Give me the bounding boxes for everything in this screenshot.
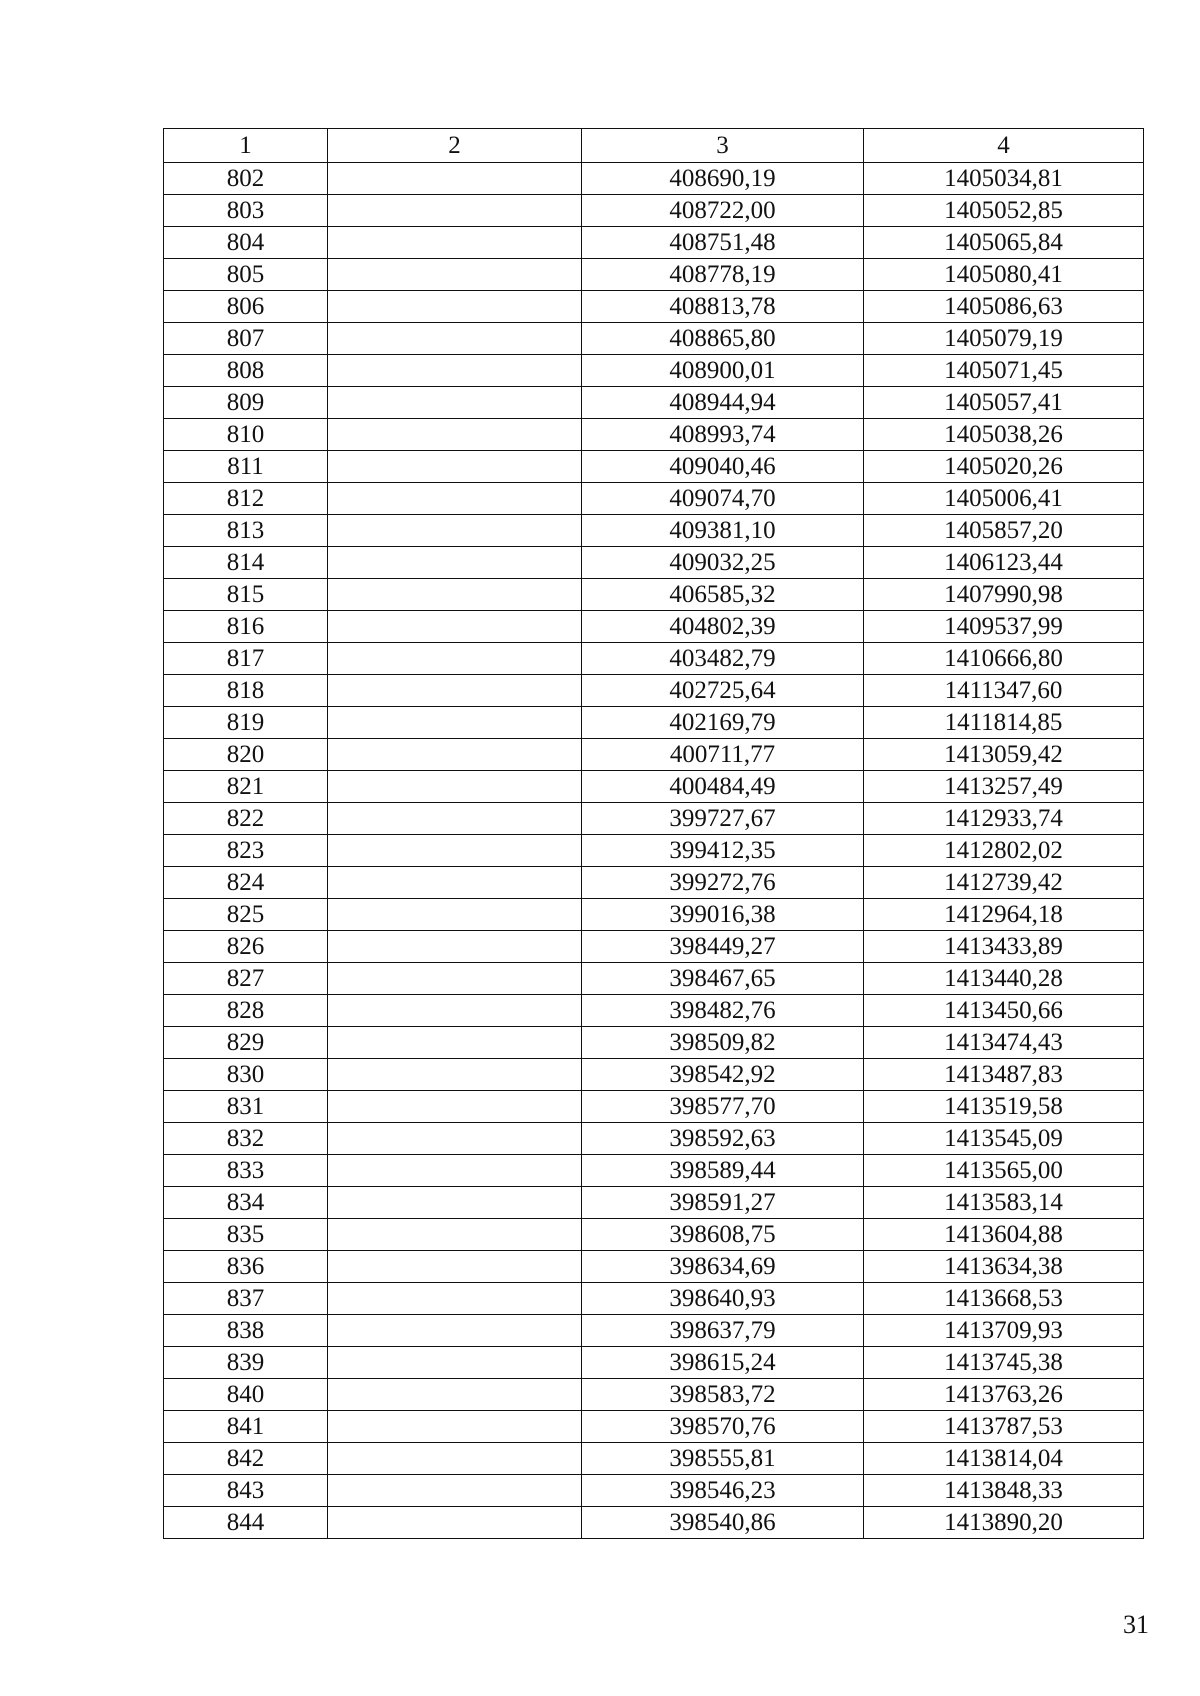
x-coordinate-cell: 399016,38 [582, 899, 864, 931]
point-number-cell: 833 [164, 1155, 328, 1187]
x-coordinate-cell: 409040,46 [582, 451, 864, 483]
point-number-cell: 827 [164, 963, 328, 995]
point-number-cell: 815 [164, 579, 328, 611]
table-row [164, 1507, 1144, 1539]
x-coordinate-cell: 398615,24 [582, 1347, 864, 1379]
column-2-cell [328, 451, 582, 483]
x-coordinate-cell: 398542,92 [582, 1059, 864, 1091]
table-row [164, 867, 1144, 899]
point-number-cell: 825 [164, 899, 328, 931]
y-coordinate-cell: 1413450,66 [864, 995, 1144, 1027]
table-row [164, 451, 1144, 483]
y-coordinate-cell: 1405071,45 [864, 355, 1144, 387]
column-2-cell [328, 1411, 582, 1443]
table-row [164, 259, 1144, 291]
x-coordinate-cell: 408993,74 [582, 419, 864, 451]
x-coordinate-cell: 399272,76 [582, 867, 864, 899]
x-coordinate-cell: 400484,49 [582, 771, 864, 803]
point-number-cell: 843 [164, 1475, 328, 1507]
point-number-cell: 832 [164, 1123, 328, 1155]
point-number-cell: 814 [164, 547, 328, 579]
x-coordinate-cell: 398640,93 [582, 1283, 864, 1315]
column-2-cell [328, 707, 582, 739]
y-coordinate-cell: 1412933,74 [864, 803, 1144, 835]
table-row [164, 1219, 1144, 1251]
table-body [164, 163, 1144, 1539]
point-number-cell: 808 [164, 355, 328, 387]
x-coordinate-cell: 398589,44 [582, 1155, 864, 1187]
column-2-cell [328, 739, 582, 771]
table-row [164, 1443, 1144, 1475]
column-2-cell [328, 963, 582, 995]
table-row [164, 227, 1144, 259]
point-number-cell: 821 [164, 771, 328, 803]
y-coordinate-cell: 1405080,41 [864, 259, 1144, 291]
column-2-cell [328, 163, 582, 195]
column-2-cell [328, 835, 582, 867]
y-coordinate-cell: 1413848,33 [864, 1475, 1144, 1507]
x-coordinate-cell: 398608,75 [582, 1219, 864, 1251]
point-number-cell: 813 [164, 515, 328, 547]
table-row [164, 739, 1144, 771]
point-number-cell: 829 [164, 1027, 328, 1059]
column-2-cell [328, 1155, 582, 1187]
y-coordinate-cell: 1410666,80 [864, 643, 1144, 675]
y-coordinate-cell: 1405086,63 [864, 291, 1144, 323]
x-coordinate-cell: 398592,63 [582, 1123, 864, 1155]
column-2-cell [328, 1443, 582, 1475]
point-number-cell: 840 [164, 1379, 328, 1411]
table-row [164, 1187, 1144, 1219]
y-coordinate-cell: 1413745,38 [864, 1347, 1144, 1379]
table-row [164, 1027, 1144, 1059]
y-coordinate-cell: 1413604,88 [864, 1219, 1144, 1251]
y-coordinate-cell: 1413565,00 [864, 1155, 1144, 1187]
column-2-cell [328, 867, 582, 899]
table-row [164, 963, 1144, 995]
table-row [164, 579, 1144, 611]
table-row [164, 1283, 1144, 1315]
x-coordinate-cell: 402725,64 [582, 675, 864, 707]
column-2-cell [328, 579, 582, 611]
y-coordinate-cell: 1413668,53 [864, 1283, 1144, 1315]
table-row [164, 1123, 1144, 1155]
column-2-cell [328, 227, 582, 259]
table-row [164, 1091, 1144, 1123]
table-row [164, 803, 1144, 835]
x-coordinate-cell: 398482,76 [582, 995, 864, 1027]
point-number-cell: 823 [164, 835, 328, 867]
column-2-cell [328, 931, 582, 963]
column-header-3: 3 [582, 129, 864, 163]
column-2-cell [328, 387, 582, 419]
table-row [164, 1379, 1144, 1411]
point-number-cell: 831 [164, 1091, 328, 1123]
y-coordinate-cell: 1413709,93 [864, 1315, 1144, 1347]
column-2-cell [328, 1219, 582, 1251]
y-coordinate-cell: 1413519,58 [864, 1091, 1144, 1123]
x-coordinate-cell: 406585,32 [582, 579, 864, 611]
x-coordinate-cell: 398509,82 [582, 1027, 864, 1059]
table-row [164, 1411, 1144, 1443]
table-row [164, 291, 1144, 323]
x-coordinate-cell: 403482,79 [582, 643, 864, 675]
y-coordinate-cell: 1405065,84 [864, 227, 1144, 259]
point-number-cell: 812 [164, 483, 328, 515]
table-row [164, 771, 1144, 803]
x-coordinate-cell: 408690,19 [582, 163, 864, 195]
column-2-cell [328, 1315, 582, 1347]
y-coordinate-cell: 1405020,26 [864, 451, 1144, 483]
column-2-cell [328, 419, 582, 451]
point-number-cell: 818 [164, 675, 328, 707]
column-2-cell [328, 675, 582, 707]
point-number-cell: 819 [164, 707, 328, 739]
column-2-cell [328, 1475, 582, 1507]
y-coordinate-cell: 1411814,85 [864, 707, 1144, 739]
y-coordinate-cell: 1412964,18 [864, 899, 1144, 931]
point-number-cell: 836 [164, 1251, 328, 1283]
column-header-1: 1 [164, 129, 328, 163]
x-coordinate-cell: 398634,69 [582, 1251, 864, 1283]
y-coordinate-cell: 1413474,43 [864, 1027, 1144, 1059]
y-coordinate-cell: 1413545,09 [864, 1123, 1144, 1155]
point-number-cell: 811 [164, 451, 328, 483]
y-coordinate-cell: 1413433,89 [864, 931, 1144, 963]
point-number-cell: 838 [164, 1315, 328, 1347]
table-row [164, 1315, 1144, 1347]
y-coordinate-cell: 1412739,42 [864, 867, 1144, 899]
column-2-cell [328, 355, 582, 387]
x-coordinate-cell: 399412,35 [582, 835, 864, 867]
y-coordinate-cell: 1413257,49 [864, 771, 1144, 803]
table-row [164, 355, 1144, 387]
x-coordinate-cell: 398583,72 [582, 1379, 864, 1411]
y-coordinate-cell: 1413059,42 [864, 739, 1144, 771]
table-header-row [164, 129, 1144, 163]
x-coordinate-cell: 408865,80 [582, 323, 864, 355]
point-number-cell: 804 [164, 227, 328, 259]
point-number-cell: 810 [164, 419, 328, 451]
point-number-cell: 842 [164, 1443, 328, 1475]
y-coordinate-cell: 1405038,26 [864, 419, 1144, 451]
column-2-cell [328, 1283, 582, 1315]
table-row [164, 483, 1144, 515]
column-2-cell [328, 1251, 582, 1283]
table-row [164, 419, 1144, 451]
column-header-2: 2 [328, 129, 582, 163]
x-coordinate-cell: 408722,00 [582, 195, 864, 227]
y-coordinate-cell: 1413583,14 [864, 1187, 1144, 1219]
column-2-cell [328, 291, 582, 323]
y-coordinate-cell: 1413787,53 [864, 1411, 1144, 1443]
x-coordinate-cell: 398570,76 [582, 1411, 864, 1443]
y-coordinate-cell: 1413890,20 [864, 1507, 1144, 1539]
point-number-cell: 806 [164, 291, 328, 323]
column-2-cell [328, 483, 582, 515]
column-2-cell [328, 1187, 582, 1219]
table-row [164, 1347, 1144, 1379]
point-number-cell: 841 [164, 1411, 328, 1443]
y-coordinate-cell: 1413487,83 [864, 1059, 1144, 1091]
point-number-cell: 828 [164, 995, 328, 1027]
y-coordinate-cell: 1413763,26 [864, 1379, 1144, 1411]
column-2-cell [328, 899, 582, 931]
point-number-cell: 839 [164, 1347, 328, 1379]
x-coordinate-cell: 398555,81 [582, 1443, 864, 1475]
y-coordinate-cell: 1405057,41 [864, 387, 1144, 419]
column-2-cell [328, 1347, 582, 1379]
table-row [164, 995, 1144, 1027]
point-number-cell: 807 [164, 323, 328, 355]
x-coordinate-cell: 399727,67 [582, 803, 864, 835]
y-coordinate-cell: 1405857,20 [864, 515, 1144, 547]
column-2-cell [328, 995, 582, 1027]
column-2-cell [328, 515, 582, 547]
point-number-cell: 844 [164, 1507, 328, 1539]
table-row [164, 163, 1144, 195]
table-row [164, 1155, 1144, 1187]
y-coordinate-cell: 1405052,85 [864, 195, 1144, 227]
x-coordinate-cell: 409032,25 [582, 547, 864, 579]
x-coordinate-cell: 408900,01 [582, 355, 864, 387]
point-number-cell: 835 [164, 1219, 328, 1251]
table-row [164, 835, 1144, 867]
point-number-cell: 830 [164, 1059, 328, 1091]
x-coordinate-cell: 398591,27 [582, 1187, 864, 1219]
column-2-cell [328, 643, 582, 675]
point-number-cell: 826 [164, 931, 328, 963]
table-row [164, 675, 1144, 707]
table-row [164, 515, 1144, 547]
coordinates-table [163, 128, 1144, 1539]
column-header-4: 4 [864, 129, 1144, 163]
x-coordinate-cell: 408944,94 [582, 387, 864, 419]
table-row [164, 899, 1144, 931]
x-coordinate-cell: 398546,23 [582, 1475, 864, 1507]
column-2-cell [328, 547, 582, 579]
table-row [164, 547, 1144, 579]
table-row [164, 707, 1144, 739]
y-coordinate-cell: 1405034,81 [864, 163, 1144, 195]
column-2-cell [328, 771, 582, 803]
point-number-cell: 820 [164, 739, 328, 771]
point-number-cell: 822 [164, 803, 328, 835]
column-2-cell [328, 1059, 582, 1091]
y-coordinate-cell: 1412802,02 [864, 835, 1144, 867]
column-2-cell [328, 1507, 582, 1539]
y-coordinate-cell: 1405006,41 [864, 483, 1144, 515]
table-row [164, 387, 1144, 419]
table-row [164, 195, 1144, 227]
column-2-cell [328, 803, 582, 835]
y-coordinate-cell: 1406123,44 [864, 547, 1144, 579]
x-coordinate-cell: 409074,70 [582, 483, 864, 515]
table-row [164, 611, 1144, 643]
column-2-cell [328, 1379, 582, 1411]
point-number-cell: 803 [164, 195, 328, 227]
y-coordinate-cell: 1405079,19 [864, 323, 1144, 355]
x-coordinate-cell: 408813,78 [582, 291, 864, 323]
table-row [164, 931, 1144, 963]
table-row [164, 323, 1144, 355]
y-coordinate-cell: 1413634,38 [864, 1251, 1144, 1283]
point-number-cell: 816 [164, 611, 328, 643]
x-coordinate-cell: 398540,86 [582, 1507, 864, 1539]
column-2-cell [328, 611, 582, 643]
point-number-cell: 837 [164, 1283, 328, 1315]
point-number-cell: 805 [164, 259, 328, 291]
x-coordinate-cell: 398467,65 [582, 963, 864, 995]
x-coordinate-cell: 398449,27 [582, 931, 864, 963]
x-coordinate-cell: 408751,48 [582, 227, 864, 259]
y-coordinate-cell: 1411347,60 [864, 675, 1144, 707]
y-coordinate-cell: 1409537,99 [864, 611, 1144, 643]
column-2-cell [328, 323, 582, 355]
column-2-cell [328, 1091, 582, 1123]
page-number: 31 [1123, 1610, 1149, 1639]
point-number-cell: 834 [164, 1187, 328, 1219]
y-coordinate-cell: 1413814,04 [864, 1443, 1144, 1475]
table-row [164, 1251, 1144, 1283]
point-number-cell: 809 [164, 387, 328, 419]
point-number-cell: 824 [164, 867, 328, 899]
point-number-cell: 817 [164, 643, 328, 675]
column-2-cell [328, 259, 582, 291]
y-coordinate-cell: 1413440,28 [864, 963, 1144, 995]
table-row [164, 1059, 1144, 1091]
table-row [164, 1475, 1144, 1507]
column-2-cell [328, 195, 582, 227]
x-coordinate-cell: 404802,39 [582, 611, 864, 643]
column-2-cell [328, 1027, 582, 1059]
x-coordinate-cell: 409381,10 [582, 515, 864, 547]
x-coordinate-cell: 398577,70 [582, 1091, 864, 1123]
y-coordinate-cell: 1407990,98 [864, 579, 1144, 611]
x-coordinate-cell: 398637,79 [582, 1315, 864, 1347]
x-coordinate-cell: 408778,19 [582, 259, 864, 291]
column-2-cell [328, 1123, 582, 1155]
table-row [164, 643, 1144, 675]
point-number-cell: 802 [164, 163, 328, 195]
x-coordinate-cell: 400711,77 [582, 739, 864, 771]
x-coordinate-cell: 402169,79 [582, 707, 864, 739]
